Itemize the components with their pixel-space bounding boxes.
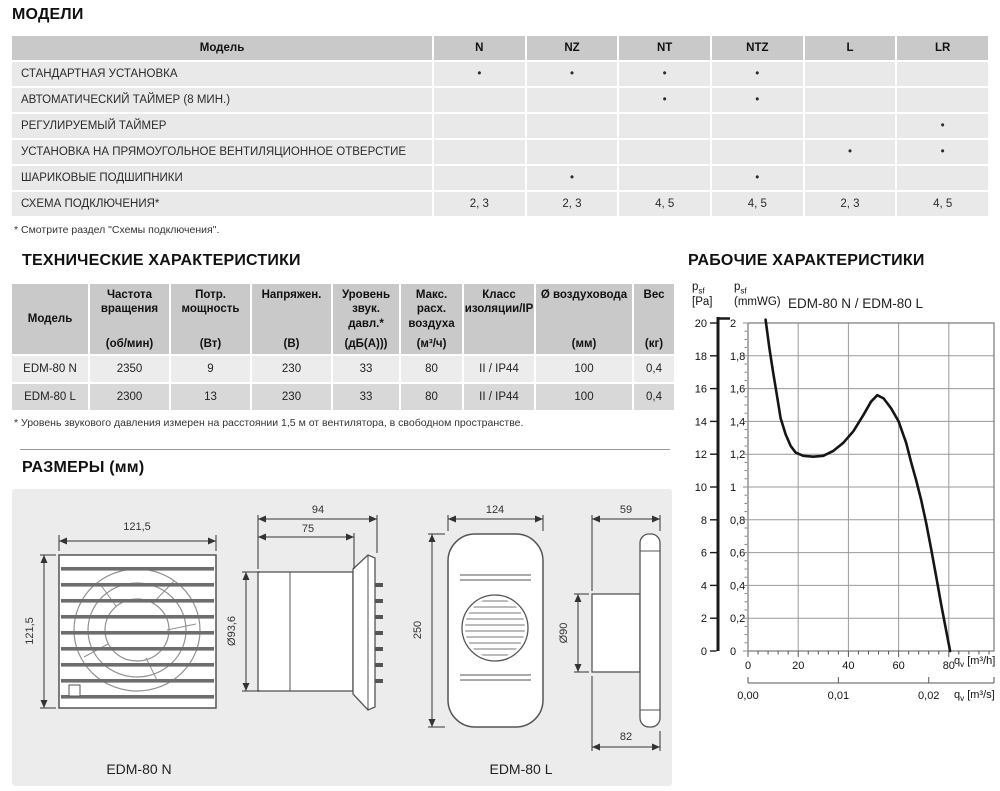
models-row: [12, 114, 988, 138]
tech-cell: EDM-80 N: [12, 356, 88, 382]
tech-header-cell: [634, 284, 674, 354]
tech-cell: 33: [333, 384, 399, 410]
svg-text:20: 20: [792, 660, 805, 672]
tech-cell: II / IP44: [464, 384, 534, 410]
models-table: [12, 36, 988, 218]
svg-text:4: 4: [700, 580, 707, 593]
tech-header-unit: (мм): [571, 337, 597, 350]
svg-text:0,02: 0,02: [918, 690, 940, 702]
tech-header-unit: (кг): [644, 337, 664, 350]
svg-text:0,00: 0,00: [737, 690, 759, 702]
models-row-label: СХЕМА ПОДКЛЮЧЕНИЯ*: [12, 192, 432, 216]
edm-80-l-side-drawing: [574, 515, 660, 751]
models-cell: 4, 5: [619, 192, 710, 216]
edm-80-l-caption: EDM-80 L: [489, 761, 553, 777]
models-cell: •: [897, 140, 988, 164]
dimensions-panel: [12, 489, 672, 786]
models-row-label: АВТОМАТИЧЕСКИЙ ТАЙМЕР (8 МИН.): [12, 88, 432, 112]
x-axis-unit-m3h: $q_v$ [m³/h]: [954, 655, 996, 670]
mmwg-axis-label: $p_{sf}$ (mmWG): [734, 281, 781, 308]
models-row-label: РЕГУЛИРУЕМЫЙ ТАЙМЕР: [12, 114, 432, 138]
tech-header-name: Ø воздуховода: [540, 289, 628, 301]
dim-l-depth: 59: [619, 504, 633, 516]
models-header-row: [12, 36, 988, 60]
models-cell: [619, 166, 710, 190]
svg-text:1: 1: [730, 482, 737, 494]
models-header-cell: N: [434, 36, 525, 60]
tech-cell: 33: [333, 356, 399, 382]
models-cell: [712, 140, 803, 164]
models-cell: 4, 5: [712, 192, 803, 216]
svg-text:1,6: 1,6: [730, 383, 746, 396]
tech-header-cell: [12, 284, 88, 354]
tech-header-name: Потр. мощность: [181, 289, 240, 316]
models-row: [12, 192, 988, 216]
models-cell: [805, 114, 896, 138]
tech-cell: II / IP44: [464, 356, 534, 382]
svg-text:0,2: 0,2: [730, 613, 746, 626]
svg-text:2: 2: [700, 613, 707, 626]
tech-cell: 230: [252, 384, 331, 410]
dim-n-height: 121,5: [24, 617, 36, 645]
models-cell: [712, 114, 803, 138]
models-cell: 2, 3: [805, 192, 896, 216]
svg-text:8: 8: [700, 514, 707, 527]
tech-header-cell: [464, 284, 534, 354]
dim-n-width: 121,5: [123, 521, 151, 533]
svg-text:1,8: 1,8: [730, 350, 746, 363]
models-cell: 2, 3: [434, 192, 525, 216]
models-cell: [619, 140, 710, 164]
tech-cell: 0,4: [634, 384, 674, 410]
pa-axis-label: $p_{sf}$ [Pa]: [692, 281, 713, 308]
models-cell: •: [897, 114, 988, 138]
models-footnote: * Смотрите раздел "Схемы подключения".: [14, 224, 220, 236]
tech-cell: 2350: [90, 356, 169, 382]
svg-text:0,8: 0,8: [730, 514, 746, 527]
tech-header-unit: (В): [283, 337, 300, 350]
tech-row: [12, 384, 660, 410]
edm-80-n-side-drawing: [242, 515, 383, 710]
models-header-cell: NTZ: [712, 36, 803, 60]
chart-subtitle: EDM-80 N / EDM-80 L: [788, 296, 924, 311]
models-row: [12, 88, 988, 112]
svg-text:6: 6: [700, 547, 707, 560]
tech-header-unit: (дБ(А))): [344, 337, 388, 350]
models-cell: [434, 88, 525, 112]
tech-table: [12, 284, 665, 412]
dim-n-duct-diameter: Ø93,6: [226, 616, 238, 646]
tech-cell: 9: [171, 356, 250, 382]
svg-text:0: 0: [700, 646, 707, 658]
svg-text:20: 20: [694, 318, 707, 330]
tech-cell: 100: [536, 384, 632, 410]
models-header-cell: NZ: [527, 36, 618, 60]
tech-header-name: Класс изоляции/IP: [464, 289, 534, 316]
models-cell: [805, 166, 896, 190]
dim-n-depth-total: 94: [311, 504, 325, 516]
dim-l-width: 124: [485, 504, 505, 516]
models-cell: [434, 166, 525, 190]
tech-header-cell: [252, 284, 331, 354]
tech-header-cell: [333, 284, 399, 354]
svg-text:60: 60: [892, 660, 905, 672]
svg-text:16: 16: [694, 383, 707, 396]
svg-text:0,01: 0,01: [827, 690, 850, 702]
models-row-label: УСТАНОВКА НА ПРЯМОУГОЛЬНОЕ ВЕНТИЛЯЦИОННОЕ ОТВЕРСТИЕ: [12, 140, 432, 164]
models-row-label: ШАРИКОВЫЕ ПОДШИПНИКИ: [12, 166, 432, 190]
tech-header-name: Макс. расх. воздуха: [408, 289, 455, 330]
models-cell: [897, 166, 988, 190]
tech-cell: 100: [536, 356, 632, 382]
tech-cell: 2300: [90, 384, 169, 410]
svg-text:0,6: 0,6: [730, 547, 746, 560]
tech-header-name: Вес: [643, 289, 665, 301]
tech-header-name: Напряжен.: [261, 289, 322, 301]
models-cell: •: [712, 166, 803, 190]
models-cell: •: [619, 88, 710, 112]
models-cell: 2, 3: [527, 192, 618, 216]
models-header-cell: NT: [619, 36, 710, 60]
tech-header-cell: [536, 284, 632, 354]
svg-text:0: 0: [730, 646, 737, 658]
edm-80-n-caption: EDM-80 N: [106, 761, 172, 777]
models-cell: [619, 114, 710, 138]
models-cell: [434, 114, 525, 138]
tech-header-name: Частота вращения: [100, 289, 159, 316]
svg-text:1,4: 1,4: [730, 416, 746, 429]
models-row: [12, 140, 988, 164]
models-row-label: СТАНДАРТНАЯ УСТАНОВКА: [12, 62, 432, 86]
edm-80-n-front-drawing: [40, 535, 216, 708]
models-header-cell: L: [805, 36, 896, 60]
tech-header-unit: (Вт): [199, 337, 222, 350]
models-header-cell: Модель: [12, 36, 432, 60]
tech-cell: 80: [401, 384, 462, 410]
tech-header-name: Уровень звук. давл.*: [341, 289, 391, 330]
models-cell: 4, 5: [897, 192, 988, 216]
tech-section-title: ТЕХНИЧЕСКИЕ ХАРАКТЕРИСТИКИ: [22, 252, 301, 269]
tech-header-row: [12, 284, 665, 354]
models-row: [12, 166, 988, 190]
models-cell: [897, 62, 988, 86]
tech-header-name: Модель: [27, 313, 73, 326]
models-cell: •: [712, 88, 803, 112]
models-cell: [527, 88, 618, 112]
fan-drawings: [12, 489, 672, 786]
models-header-cell: LR: [897, 36, 988, 60]
models-section-title: МОДЕЛИ: [12, 6, 84, 23]
svg-text:80: 80: [942, 660, 955, 672]
dim-n-depth-body: 75: [301, 523, 315, 535]
models-cell: [434, 140, 525, 164]
svg-text:40: 40: [842, 660, 855, 672]
tech-header-cell: [90, 284, 169, 354]
svg-text:0: 0: [744, 660, 752, 672]
tech-cell: 80: [401, 356, 462, 382]
models-cell: [805, 62, 896, 86]
models-cell: •: [619, 62, 710, 86]
models-cell: [805, 88, 896, 112]
tech-cell: 230: [252, 356, 331, 382]
models-row: [12, 62, 988, 86]
svg-text:0,4: 0,4: [730, 580, 746, 593]
svg-text:18: 18: [694, 350, 707, 363]
svg-text:2: 2: [730, 318, 737, 330]
models-cell: •: [434, 62, 525, 86]
tech-header-unit: (об/мин): [105, 337, 154, 350]
svg-text:10: 10: [694, 482, 707, 494]
tech-cell: 0,4: [634, 356, 674, 382]
models-cell: [527, 140, 618, 164]
models-cell: •: [527, 62, 618, 86]
tech-cell: 13: [171, 384, 250, 410]
section-divider: [20, 449, 670, 450]
tech-row: [12, 356, 660, 382]
models-cell: •: [527, 166, 618, 190]
dim-l-base-depth: 82: [619, 731, 633, 743]
svg-text:12: 12: [694, 449, 707, 462]
x-axis-unit-m3s: $q_v$ [m³/s]: [954, 689, 995, 704]
svg-text:14: 14: [694, 416, 707, 429]
performance-section-title: РАБОЧИЕ ХАРАКТЕРИСТИКИ: [688, 252, 925, 269]
tech-header-cell: [401, 284, 462, 354]
dimensions-section-title: РАЗМЕРЫ (мм): [22, 459, 145, 476]
dim-l-duct-diameter: Ø90: [558, 622, 570, 644]
performance-chart: [688, 279, 1000, 729]
models-cell: [897, 88, 988, 112]
tech-header-cell: [171, 284, 250, 354]
tech-footnote: * Уровень звукового давления измерен на расстоянии 1,5 м от вентилятора, в свободном пространстве.: [14, 417, 524, 429]
svg-text:1,2: 1,2: [730, 449, 746, 462]
dim-l-height: 250: [412, 620, 424, 640]
tech-cell: EDM-80 L: [12, 384, 88, 410]
edm-80-l-front-drawing: [428, 515, 543, 727]
models-cell: [527, 114, 618, 138]
models-cell: •: [712, 62, 803, 86]
models-cell: •: [805, 140, 896, 164]
tech-header-unit: (м³/ч): [416, 337, 447, 350]
